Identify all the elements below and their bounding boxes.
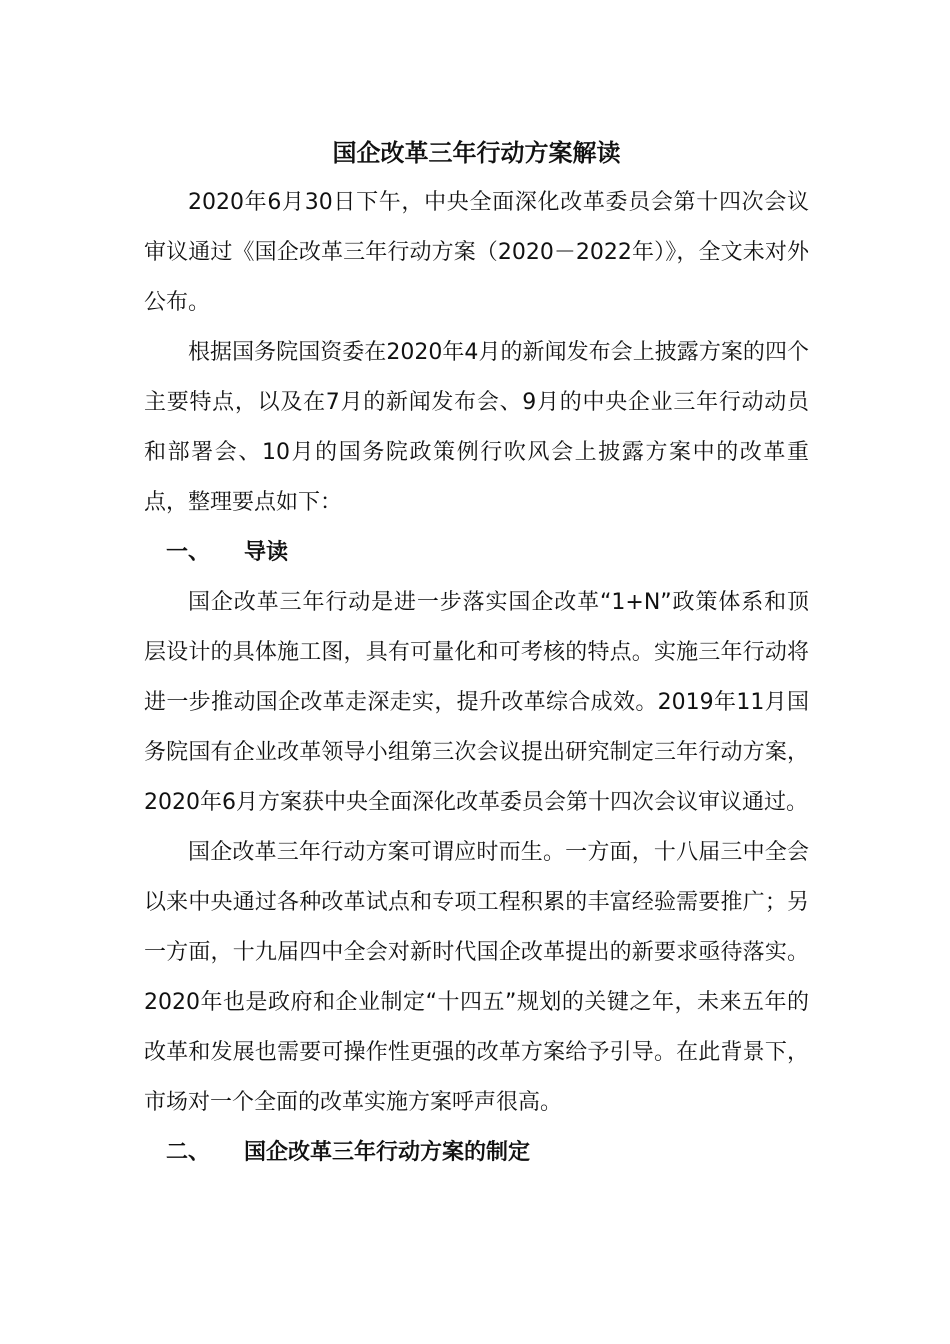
document-body — [144, 128, 809, 1178]
section-number: 一、 — [166, 540, 211, 565]
section-1-paragraph-2: 国企改革三年行动方案可谓应时而生。一方面，十八届三中全会以来中央通过各种改革试点和专项工程积累的丰富经验需要推广；另一方面，十九届四中全会对新时代国企改革提出的新要求亟待落实。2020年也是政府和企业制定“十四五”规划的关键之年，未来五年的改革和发展也需要可操作性更强的改革方案给予引导。在此背景下，市场对一个全面的改革实施方案呼声很高。 — [144, 840, 809, 1115]
intro-paragraph-1: 2020年6月30日下午，中央全面深化改革委员会第十四次会议审议通过《国企改革三年行动方案（2020－2022年）》，全文未对外公布。 — [144, 190, 809, 315]
section-heading-1 — [144, 528, 809, 578]
section-number: 二、 — [166, 1140, 211, 1165]
intro-paragraph-2: 根据国务院国资委在2020年4月的新闻发布会上披露方案的四个主要特点，以及在7月的新闻发布会、9月的中央企业三年行动动员和部署会、10月的国务院政策例行吹风会上披露方案中的改革重点，整理要点如下： — [144, 340, 809, 515]
section-title: 导读 — [244, 540, 289, 565]
section-heading-2 — [144, 1128, 809, 1178]
section-1-paragraph-1: 国企改革三年行动是进一步落实国企改革“1+N”政策体系和顶层设计的具体施工图，具有可量化和可考核的特点。实施三年行动将进一步推动国企改革走深走实，提升改革综合成效。2019年11月国务院国有企业改革领导小组第三次会议提出研究制定三年行动方案，2020年6月方案获中央全面深化改革委员会第十四次会议审议通过。 — [144, 590, 810, 815]
section-title: 国企改革三年行动方案的制定 — [244, 1140, 531, 1165]
document-title: 国企改革三年行动方案解读 — [332, 139, 621, 167]
